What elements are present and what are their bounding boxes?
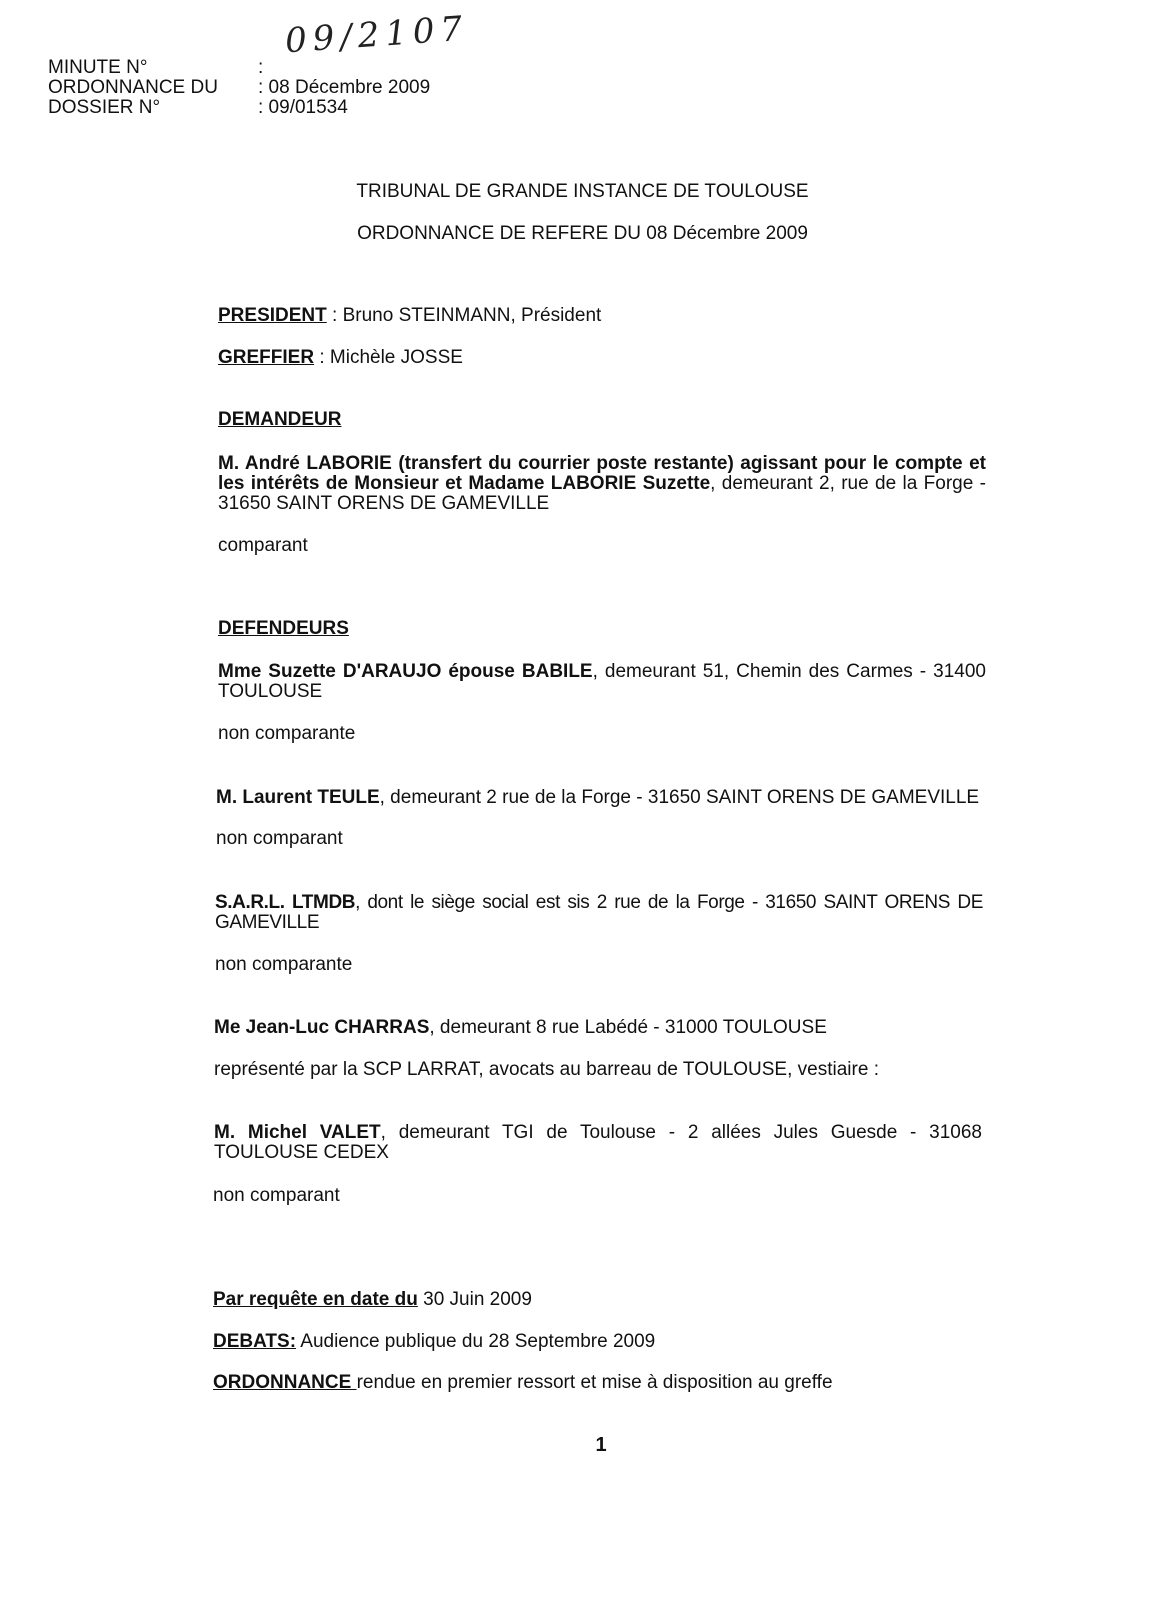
party-address: , demeurant 2, rue de la Forge - 31650 SAINT ORENS DE GAMEVILLE [218, 473, 986, 514]
party-name: M. André LABORIE (transfert du courrier poste restante) agissant pour le compte et les intérêts de Monsieur et Madame LABORIE Suzette [218, 453, 986, 494]
defendeur-status: non comparant [216, 828, 343, 849]
minute-value: : [258, 57, 264, 78]
handwritten-minute-number: 09/2107 [283, 8, 470, 62]
greffier-label: GREFFIER [218, 347, 315, 368]
page-number: 1 [595, 1434, 607, 1456]
minute-label: MINUTE N° [48, 57, 148, 78]
debats-line [213, 1332, 981, 1352]
party-name: M. Michel VALET [214, 1122, 381, 1143]
requete-line [213, 1290, 981, 1310]
president-value: : Bruno STEINMANN, Président [326, 305, 602, 326]
defendeur-party [214, 1123, 982, 1163]
ordonnance-date: : 08 Décembre 2009 [258, 77, 431, 98]
dossier-number: : 09/01534 [258, 97, 348, 118]
party-name: Mme Suzette D'ARAUJO épouse BABILE [218, 661, 593, 682]
party-address: , demeurant 51, Chemin des Carmes - 31400 TOULOUSE [218, 661, 986, 702]
ordonnance-label: ORDONNANCE DU [48, 77, 218, 98]
ordonnance-title: ORDONNANCE DE REFERE DU 08 Décembre 2009 [357, 223, 808, 244]
party-name: M. Laurent TEULE [216, 787, 380, 808]
president-label: PRESIDENT [218, 305, 327, 326]
president-line [218, 306, 986, 326]
requete-date: 30 Juin 2009 [417, 1289, 532, 1310]
defendeur-party [218, 662, 986, 702]
defendeur-representation: représenté par la SCP LARRAT, avocats au barreau de TOULOUSE, vestiaire : [214, 1059, 879, 1080]
demandeur-status: comparant [218, 535, 308, 556]
party-address: , dont le siège social est sis 2 rue de la Forge - 31650 SAINT ORENS DE GAMEVILLE [215, 892, 983, 933]
dossier-label: DOSSIER N° [48, 97, 161, 118]
defendeur-party [214, 1018, 982, 1038]
defendeurs-heading [218, 619, 986, 639]
document-header [48, 58, 430, 118]
heading-text: DEMANDEUR [218, 409, 342, 430]
party-name: S.A.R.L. LTMDB [215, 892, 356, 913]
document-body [213, 305, 986, 1456]
defendeur-status: non comparante [218, 723, 356, 744]
party-address: , demeurant TGI de Toulouse - 2 allées Jules Guesde - 31068 TOULOUSE CEDEX [214, 1122, 982, 1163]
party-name: Me Jean-Luc CHARRAS [214, 1017, 430, 1038]
heading-text: DEFENDEURS [218, 618, 349, 639]
defendeur-party [216, 788, 984, 808]
greffier-value: : Michèle JOSSE [314, 347, 463, 368]
greffier-line [218, 348, 986, 368]
ordonnance-line [213, 1373, 981, 1393]
demandeur-heading [218, 410, 986, 430]
defendeur-status: non comparant [213, 1185, 340, 1206]
court-title: TRIBUNAL DE GRANDE INSTANCE DE TOULOUSE [356, 181, 809, 202]
party-address: , demeurant 2 rue de la Forge - 31650 SAINT ORENS DE GAMEVILLE [379, 787, 980, 808]
demandeur-party [218, 454, 986, 514]
debats-value: Audience publique du 28 Septembre 2009 [296, 1331, 656, 1352]
ordonnance-value: rendue en premier ressort et mise à disposition au greffe [356, 1372, 833, 1393]
requete-label: Par requête en date du [213, 1289, 418, 1310]
defendeur-status: non comparante [215, 954, 353, 975]
ordonnance-label: ORDONNANCE [213, 1372, 357, 1393]
party-address: , demeurant 8 rue Labédé - 31000 TOULOUSE [429, 1017, 827, 1038]
defendeur-party [215, 893, 983, 933]
debats-label: DEBATS: [213, 1331, 297, 1352]
